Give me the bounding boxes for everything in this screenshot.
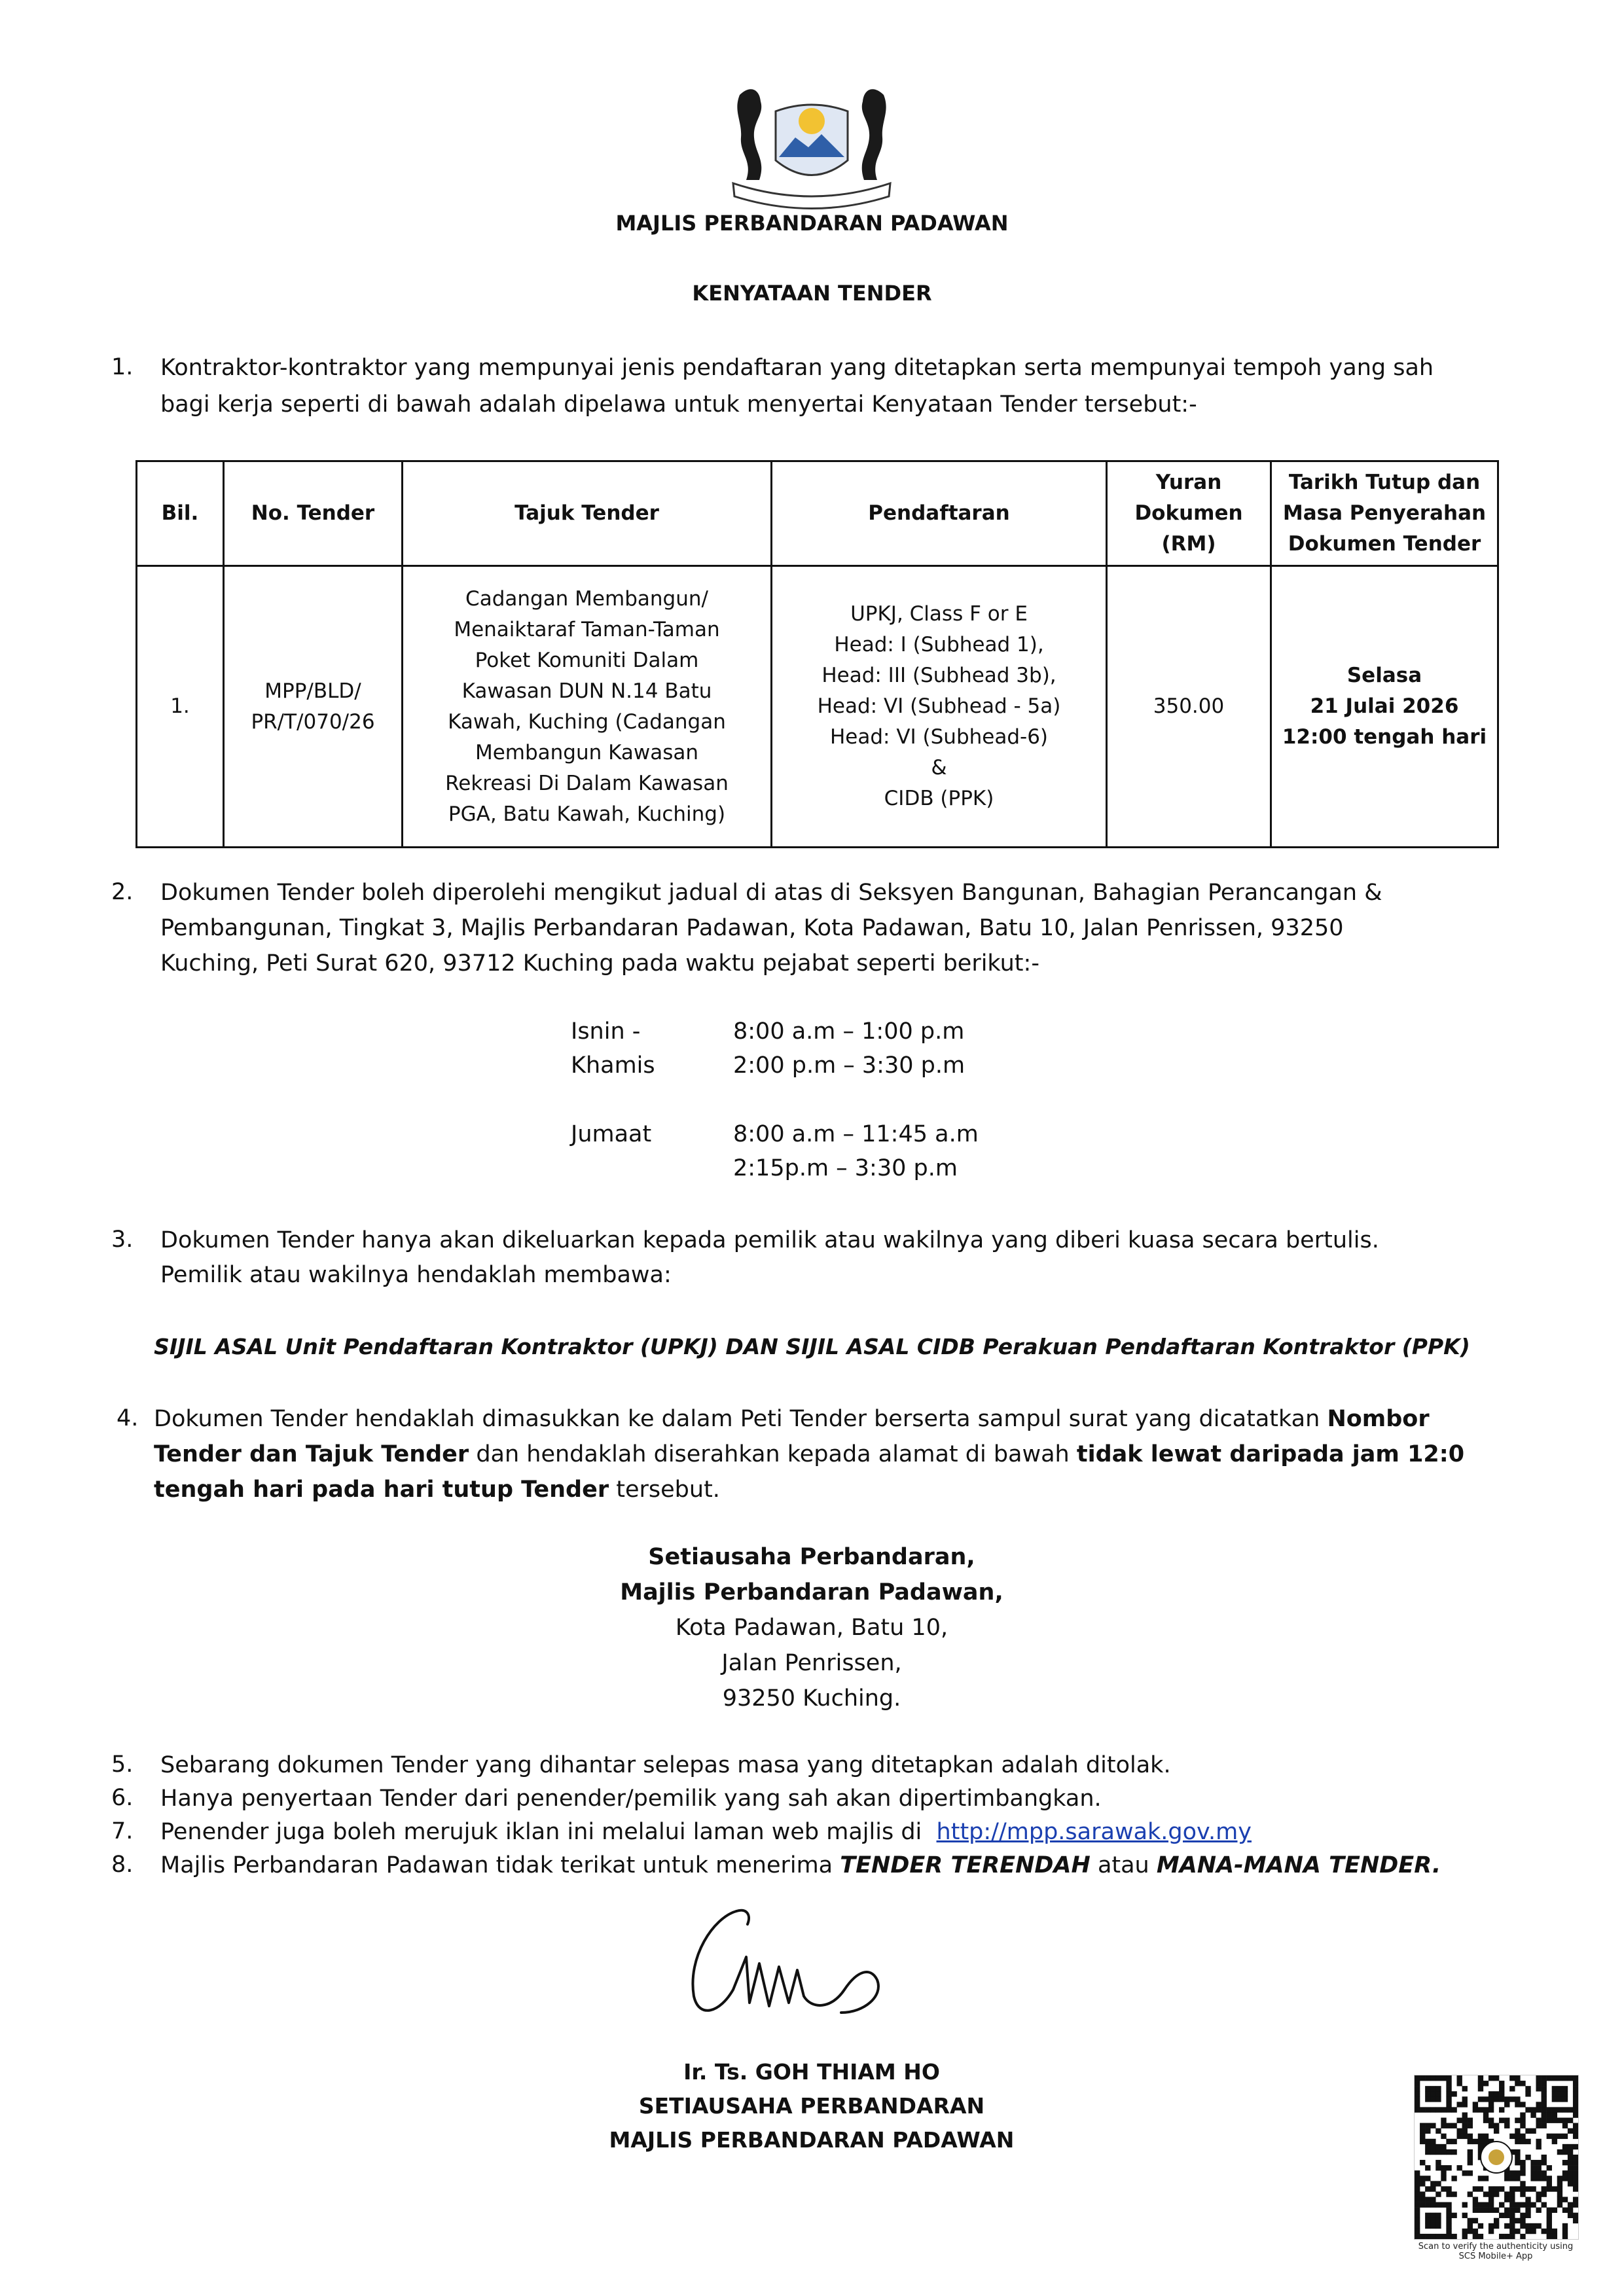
para-4-line-2: Tender dan Tajuk Tender dan hendaklah diserahkan kepada alamat di bawah tidak lewat daripada jam 12:0 (154, 1441, 1465, 1467)
address-line-4: Jalan Penrissen, (721, 1650, 902, 1676)
para-2-line-3: Kuching, Peti Surat 620, 93712 Kuching pada waktu pejabat seperti berikut:- (160, 950, 1039, 977)
header-tarikh-tutup: Tarikh Tutup dan Masa Penyerahan Dokumen Tender (1271, 461, 1498, 566)
schedule-time-2b: 2:15p.m – 3:30 p.m (733, 1155, 958, 1181)
cell-no-tender: MPP/BLD/ PR/T/070/26 (224, 566, 403, 848)
schedule-time-2a: 8:00 a.m – 11:45 a.m (733, 1121, 979, 1147)
tender-table (135, 460, 1499, 848)
cell-tajuk-tender: Cadangan Membangun/ Menaiktaraf Taman-Taman Poket Komuniti Dalam Kawasan DUN N.14 Batu Kawah, Kuching (Cadangan Membangun Kawasan Rekreasi Di Dalam Kawasan PGA, Batu Kawah, Kuching) (403, 566, 772, 848)
org-title: MAJLIS PERBANDARAN PADAWAN (615, 211, 1009, 236)
para-1-line-1: Kontraktor-kontraktor yang mempunyai jenis pendaftaran yang ditetapkan serta mempunyai tempoh yang sah (160, 355, 1434, 381)
para-3-number: 3. (111, 1227, 134, 1253)
para-2-line-1: Dokumen Tender boleh diperolehi mengikut jadual di atas di Seksyen Bangunan, Bahagian Perancangan & (160, 880, 1382, 906)
signatory-block (550, 2055, 1074, 2157)
para-2-number: 2. (111, 879, 134, 905)
header-yuran: Yuran Dokumen (RM) (1107, 461, 1271, 566)
address-block (550, 1539, 1074, 1716)
address-line-3: Kota Padawan, Batu 10, (675, 1615, 948, 1641)
para-3-line-1: Dokumen Tender hanya akan dikeluarkan kepada pemilik atau wakilnya yang diberi kuasa secara bertulis. (160, 1227, 1379, 1253)
header-tajuk-tender: Tajuk Tender (403, 461, 772, 566)
signatory-title: SETIAUSAHA PERBANDARAN (638, 2093, 985, 2119)
note-8-number: 8. (111, 1852, 134, 1878)
para-3-line-2: Pemilik atau wakilnya hendaklah membawa: (160, 1262, 672, 1288)
signatory-name: Ir. Ts. GOH THIAM HO (683, 2059, 940, 2085)
table-header-row (137, 461, 1498, 566)
note-5-text: Sebarang dokumen Tender yang dihantar selepas masa yang ditetapkan adalah ditolak. (160, 1752, 1171, 1778)
qr-caption: Scan to verify the authenticity using SCS Mobile+ App (1418, 2242, 1574, 2261)
schedule-time-1b: 2:00 p.m – 3:30 p.m (733, 1052, 965, 1079)
schedule-day-thu: Khamis (571, 1052, 655, 1079)
para-2-line-2: Pembangunan, Tingkat 3, Majlis Perbandaran Padawan, Kota Padawan, Batu 10, Jalan Penrissen, 93250 (160, 915, 1344, 941)
header-bil: Bil. (137, 461, 224, 566)
note-6-number: 6. (111, 1785, 134, 1811)
verification-qr-code[interactable] (1414, 2075, 1579, 2240)
note-7-number: 7. (111, 1818, 134, 1844)
cell-bil: 1. (137, 566, 224, 848)
address-line-1: Setiausaha Perbandaran, (648, 1544, 975, 1570)
schedule-day-fri: Jumaat (571, 1121, 652, 1147)
note-8-text: Majlis Perbandaran Padawan tidak terikat untuk menerima TENDER TERENDAH atau MANA-MANA TENDER. (160, 1852, 1441, 1878)
address-line-2: Majlis Perbandaran Padawan, (620, 1579, 1003, 1605)
handwritten-signature (674, 1898, 910, 2029)
table-row (137, 566, 1498, 848)
header-no-tender: No. Tender (224, 461, 403, 566)
required-certificates-note: SIJIL ASAL Unit Pendaftaran Kontraktor (UPKJ) DAN SIJIL ASAL CIDB Perakuan Pendaftaran Kontraktor (PPK) (154, 1334, 1470, 1359)
para-1-number: 1. (111, 354, 134, 380)
note-7-text: Penender juga boleh merujuk iklan ini melalui laman web majlis di http://mpp.sarawak.gov.my (160, 1819, 1252, 1845)
website-link[interactable]: http://mpp.sarawak.gov.my (936, 1819, 1252, 1845)
council-crest-logo (713, 75, 910, 213)
note-5-number: 5. (111, 1751, 134, 1778)
para-4-line-3: tengah hari pada hari tutup Tender tersebut. (154, 1477, 720, 1503)
signatory-org: MAJLIS PERBANDARAN PADAWAN (609, 2127, 1015, 2153)
para-1-line-2: bagi kerja seperti di bawah adalah dipelawa untuk menyertai Kenyataan Tender tersebut:- (160, 391, 1197, 418)
cell-yuran: 350.00 (1107, 566, 1271, 848)
cell-tarikh-tutup: Selasa 21 Julai 2026 12:00 tengah hari (1271, 566, 1498, 848)
note-6-text: Hanya penyertaan Tender dari penender/pemilik yang sah akan dipertimbangkan. (160, 1785, 1102, 1812)
para-4-number: 4. (117, 1405, 139, 1431)
address-line-5: 93250 Kuching. (722, 1685, 901, 1712)
header-pendaftaran: Pendaftaran (772, 461, 1107, 566)
office-hours-schedule (571, 1014, 1094, 1198)
document-title: KENYATAAN TENDER (692, 281, 932, 306)
schedule-time-1a: 8:00 a.m – 1:00 p.m (733, 1018, 965, 1045)
para-4-line-1: Dokumen Tender hendaklah dimasukkan ke dalam Peti Tender berserta sampul surat yang dicatatkan Nombor (154, 1406, 1430, 1432)
schedule-day-mon: Isnin - (571, 1018, 641, 1045)
cell-pendaftaran: UPKJ, Class F or E Head: I (Subhead 1), Head: III (Subhead 3b), Head: VI (Subhead - 5a) Head: VI (Subhead-6) & CIDB (PPK) (772, 566, 1107, 848)
